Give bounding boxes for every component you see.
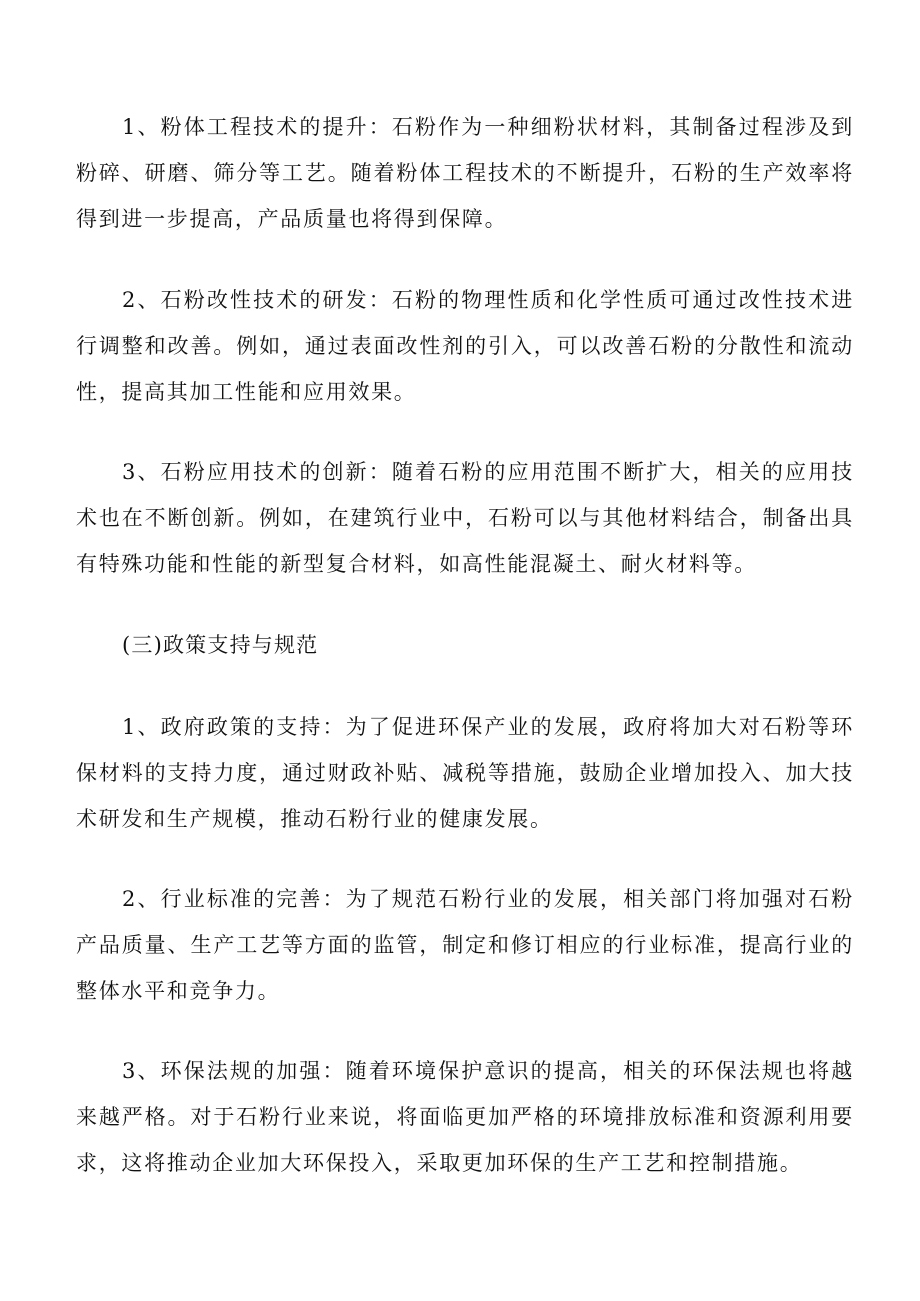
paragraph-modification-technology: 2、石粉改性技术的研发：石粉的物理性质和化学性质可通过改性技术进行调整和改善。例如，通过表面改性剂的引入，可以改善石粉的分散性和流动性，提高其加工性能和应用效果。 bbox=[76, 288, 854, 404]
paragraph-powder-engineering: 1、粉体工程技术的提升：石粉作为一种细粉状材料，其制备过程涉及到粉碎、研磨、筛分等工艺。随着粉体工程技术的不断提升，石粉的生产效率将得到进一步提高，产品质量也将得到保障。 bbox=[76, 115, 854, 231]
section-heading-policy: (三)政策支持与规范 bbox=[122, 633, 319, 657]
paragraph-environmental-regulations: 3、环保法规的加强：随着环境保护意识的提高，相关的环保法规也将越来越严格。对于石粉行业来说，将面临更加严格的环境排放标准和资源利用要求，这将推动企业加大环保投入，采取更加环保的生产工艺和控制措施。 bbox=[76, 1059, 854, 1175]
paragraph-application-innovation: 3、石粉应用技术的创新：随着石粉的应用范围不断扩大，相关的应用技术也在不断创新。例如，在建筑行业中，石粉可以与其他材料结合，制备出具有特殊功能和性能的新型复合材料，如高性能混凝土、耐火材料等。 bbox=[76, 460, 854, 576]
paragraph-industry-standards: 2、行业标准的完善：为了规范石粉行业的发展，相关部门将加强对石粉产品质量、生产工艺等方面的监管，制定和修订相应的行业标准，提高行业的整体水平和竞争力。 bbox=[76, 887, 854, 1003]
paragraph-government-support: 1、政府政策的支持：为了促进环保产业的发展，政府将加大对石粉等环保材料的支持力度，通过财政补贴、减税等措施，鼓励企业增加投入、加大技术研发和生产规模，推动石粉行业的健康发展。 bbox=[76, 715, 854, 831]
